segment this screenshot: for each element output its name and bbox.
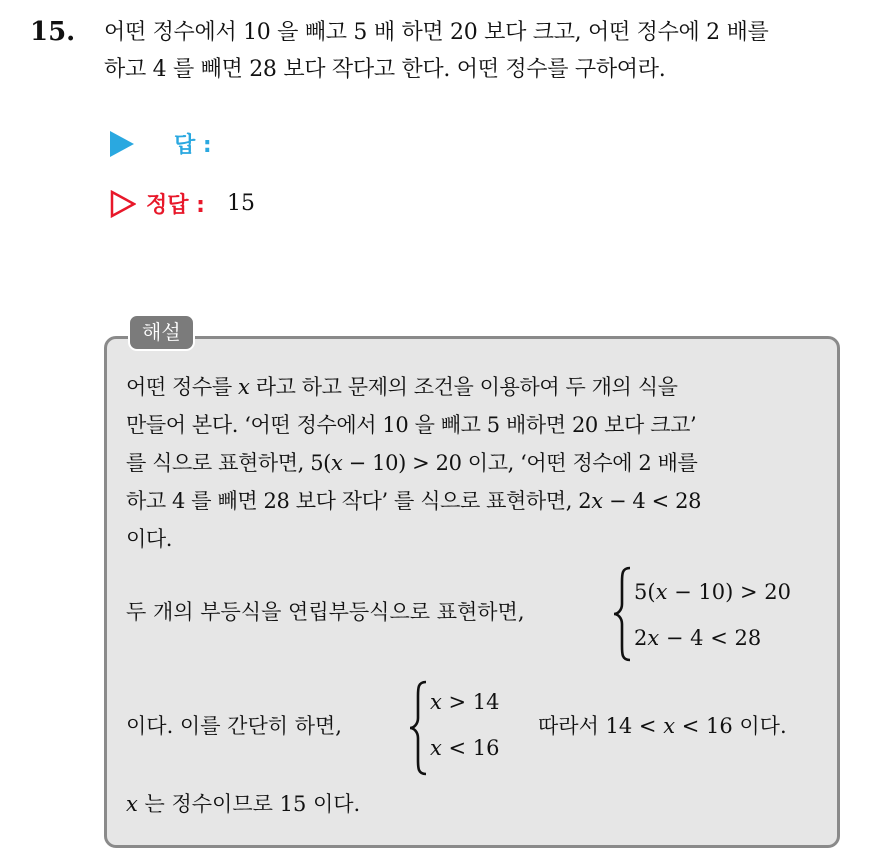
eq-part: 따라서 14 < xyxy=(538,714,664,738)
eq-part: 5( xyxy=(634,580,656,604)
solution-line-2: 만들어 본다. ‘어떤 정수에서 10 을 빼고 5 배하면 20 보다 크고’ xyxy=(126,413,697,437)
correct-answer-label: 정답 : xyxy=(146,193,205,218)
variable-x: x xyxy=(430,736,442,760)
eq-part: 는 정수이므로 15 이다. xyxy=(137,792,361,816)
variable-x: x xyxy=(655,580,668,604)
solution-text-part: 어떤 정수를 xyxy=(126,375,238,399)
solution-final-line xyxy=(126,788,360,818)
variable-x: x xyxy=(591,489,603,513)
variable-x: x xyxy=(663,714,676,738)
eq-part: − 10) > 20 xyxy=(667,580,791,604)
solution-text-part: 하고 4 를 빼면 28 보다 작다’ 를 식으로 표현하면, 2 xyxy=(126,489,592,513)
system-1-eq-2 xyxy=(634,626,761,650)
solution-line-4 xyxy=(126,482,830,520)
system-2-conclusion xyxy=(538,710,787,740)
solution-tag: 해설 xyxy=(128,314,195,351)
solution-line-5: 이다. xyxy=(126,527,173,551)
system-1-eq-1 xyxy=(634,580,791,604)
solution-text xyxy=(126,368,830,558)
correct-answer-value: 15 xyxy=(226,191,255,216)
question-text xyxy=(104,14,870,88)
system-1-brace xyxy=(612,566,632,662)
system-1-intro: 두 개의 부등식을 연립부등식으로 표현하면, xyxy=(126,600,525,624)
correct-answer-row xyxy=(110,188,255,219)
question-line-2: 하고 4 를 빼면 28 보다 작다고 한다. 어떤 정수를 구하여라. xyxy=(104,57,666,82)
solution-text-part: − 10) > 20 이고, ‘어떤 정수에 2 배를 xyxy=(342,451,698,475)
system-2-brace xyxy=(408,680,428,776)
eq-part: < 16 xyxy=(441,736,500,760)
solution-text-part: 라고 하고 문제의 조건을 이용하여 두 개의 식을 xyxy=(249,375,678,399)
solution-line-3 xyxy=(126,444,830,482)
play-filled-icon xyxy=(110,131,134,157)
eq-part: − 4 < 28 xyxy=(659,626,762,650)
eq-part: > 14 xyxy=(441,690,500,714)
problem xyxy=(30,14,870,88)
solution-line-1 xyxy=(126,368,830,406)
solution-text-part: − 4 < 28 xyxy=(602,489,702,513)
system-2-eq-1 xyxy=(430,690,500,714)
system-2-eq-2 xyxy=(430,736,500,760)
solution-text-part: 를 식으로 표현하면, 5( xyxy=(126,451,331,475)
play-outline-icon xyxy=(110,190,136,218)
variable-x: x xyxy=(237,375,250,399)
question-line-1: 어떤 정수에서 10 을 빼고 5 배 하면 20 보다 크고, 어떤 정수에 2 배를 xyxy=(104,20,769,45)
answer-row xyxy=(110,128,212,159)
variable-x: x xyxy=(647,626,660,650)
question-number: 15. xyxy=(30,17,76,47)
variable-x: x xyxy=(430,690,442,714)
system-2-intro: 이다. 이를 간단히 하면, xyxy=(126,714,342,738)
variable-x: x xyxy=(126,792,138,816)
eq-part: 2 xyxy=(634,626,648,650)
eq-part: < 16 이다. xyxy=(675,714,787,738)
variable-x: x xyxy=(330,451,343,475)
answer-label: 답 : xyxy=(174,133,212,158)
